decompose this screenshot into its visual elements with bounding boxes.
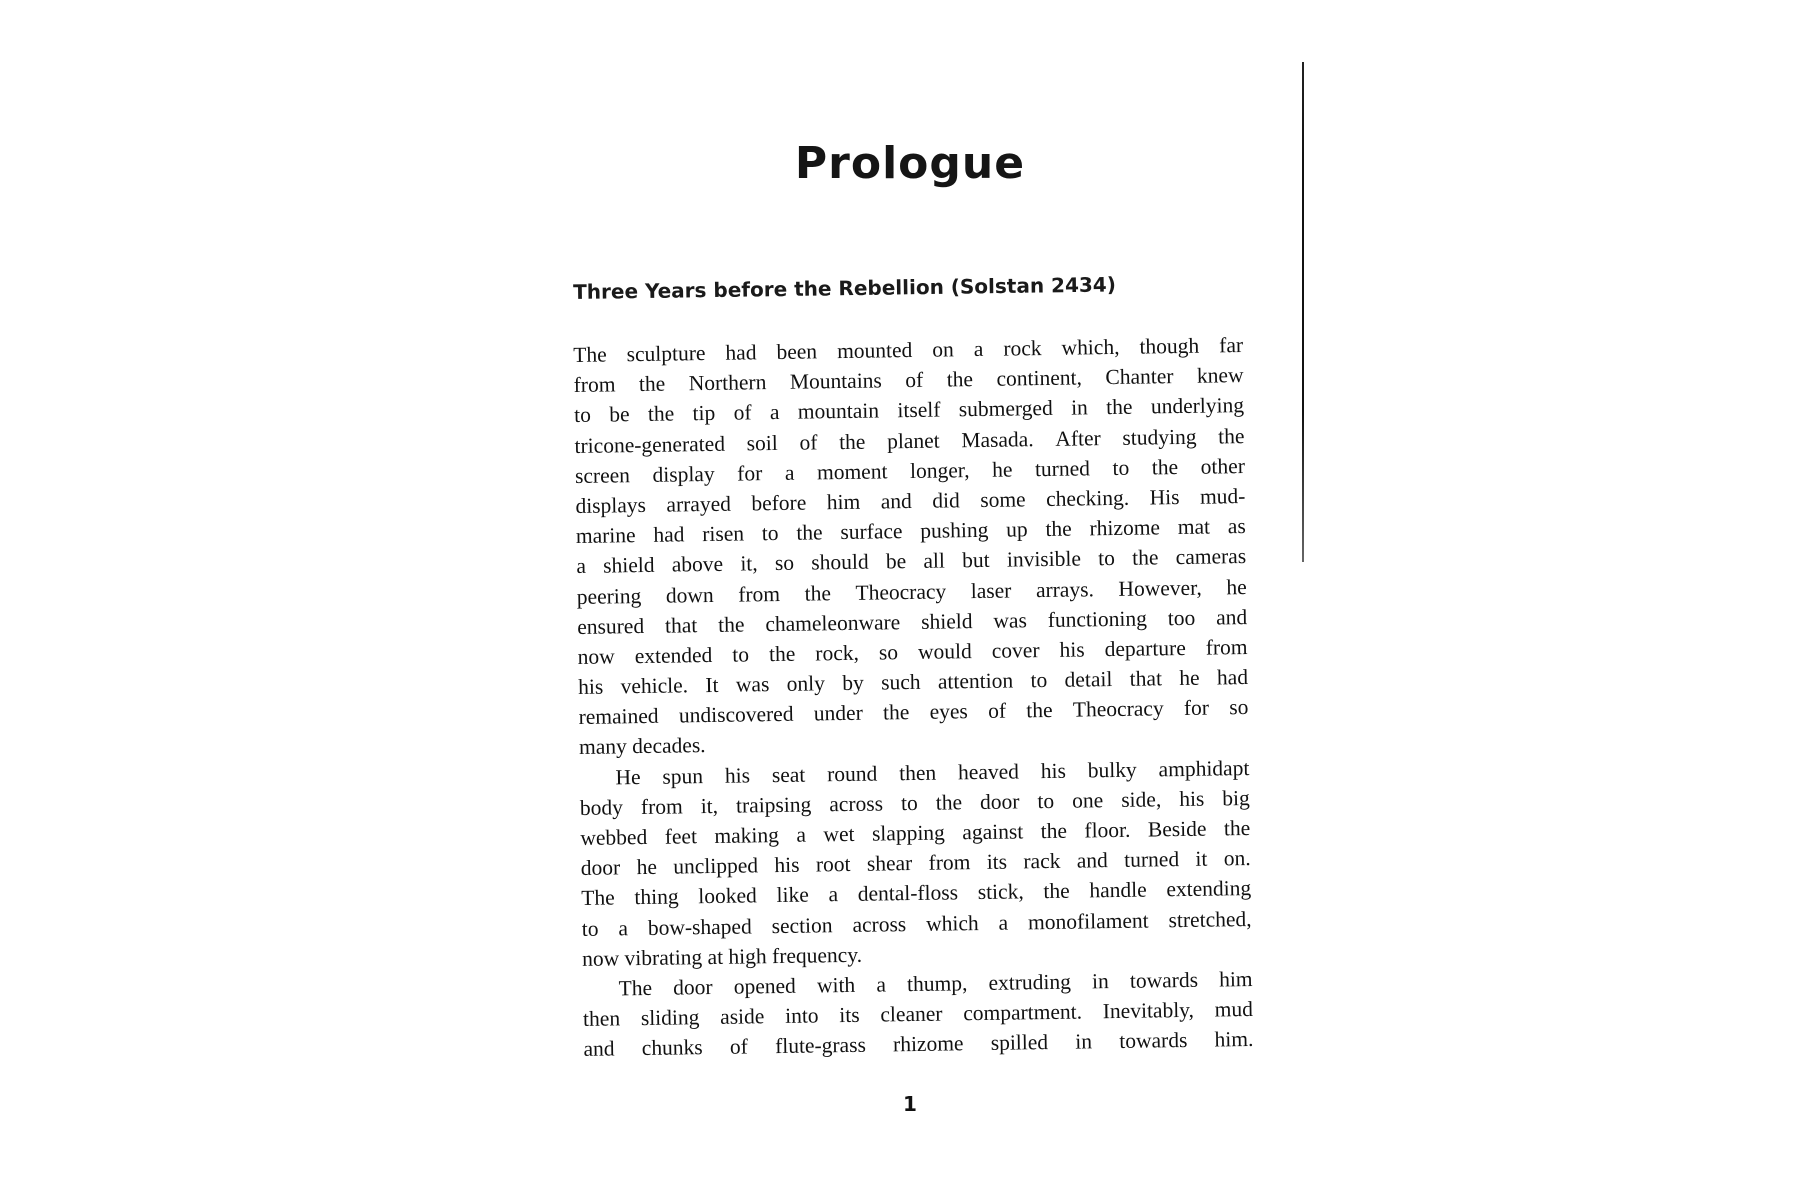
word: making	[714, 823, 780, 848]
word: wet	[823, 821, 855, 847]
word: in	[1091, 969, 1109, 994]
word: from	[640, 794, 683, 819]
word: display	[652, 461, 715, 487]
word: from	[573, 372, 616, 398]
word: was	[993, 607, 1028, 633]
word: cleaner	[880, 1001, 943, 1027]
word: that	[664, 612, 698, 638]
word: now	[577, 644, 615, 669]
word: itself	[897, 397, 941, 423]
word: against	[962, 819, 1024, 845]
word: round	[826, 761, 878, 786]
section-heading: Three Years before the Rebellion (Solstan 2434)	[573, 272, 1117, 304]
word: so	[878, 640, 899, 665]
word: a	[796, 822, 807, 847]
word: to	[900, 790, 918, 815]
word: The	[618, 975, 653, 1001]
word: of	[729, 1034, 749, 1060]
word: such	[880, 669, 921, 695]
word: side,	[1121, 787, 1162, 812]
word: rock	[1003, 336, 1042, 361]
word: eyes	[929, 699, 968, 724]
word: door	[979, 789, 1020, 814]
word: functioning	[1047, 606, 1148, 632]
word: a	[828, 882, 839, 907]
word: planet	[886, 428, 940, 453]
word: one	[1071, 787, 1104, 813]
word: thump,	[906, 971, 968, 997]
word: a	[973, 336, 984, 362]
word: he	[1179, 665, 1200, 691]
text-line-content: many decades.	[578, 733, 706, 760]
word: handle	[1089, 877, 1147, 903]
word: to	[1037, 788, 1055, 813]
word: his	[1059, 637, 1085, 662]
word: sliding	[640, 1005, 700, 1031]
word: shield	[920, 608, 973, 634]
word: traipsing	[735, 792, 812, 818]
word: laser	[970, 578, 1012, 603]
word: dental-floss	[857, 880, 959, 907]
word: ensured	[577, 613, 645, 639]
word: he	[636, 855, 658, 880]
word: tricone-generated	[574, 431, 726, 458]
word: and	[583, 1036, 615, 1062]
word: was	[735, 672, 770, 697]
word: all	[923, 548, 946, 574]
word: thing	[634, 884, 679, 910]
word: unclipped	[673, 853, 759, 879]
word: as	[1227, 514, 1246, 539]
word: rock,	[815, 640, 860, 666]
word: cover	[991, 637, 1040, 663]
word: him	[826, 489, 861, 515]
word: the	[717, 612, 745, 637]
word: turned	[1034, 456, 1091, 481]
word: and	[1076, 848, 1108, 873]
word: monofilament	[1027, 908, 1149, 934]
word: webbed	[580, 824, 648, 850]
word: extending	[1166, 876, 1252, 902]
word: his	[577, 674, 604, 700]
word: should	[811, 549, 869, 575]
word: it,	[740, 551, 758, 576]
word: the	[804, 580, 832, 606]
word: which,	[1061, 334, 1120, 360]
word: down	[665, 582, 714, 608]
word: rack	[1023, 849, 1061, 874]
word: the	[768, 641, 796, 666]
word: the	[1026, 698, 1053, 723]
word: a	[769, 400, 780, 425]
word: that	[1129, 666, 1163, 691]
word: mud	[1214, 997, 1254, 1022]
word: he	[991, 457, 1013, 482]
word: into	[784, 1003, 819, 1029]
word: checking.	[1045, 485, 1130, 511]
word: but	[961, 548, 990, 573]
word: chameleonware	[765, 609, 901, 636]
word: chunks	[641, 1035, 703, 1061]
word: surface	[840, 519, 903, 545]
word: arrayed	[666, 491, 732, 517]
word: with	[816, 972, 856, 998]
word: on.	[1223, 846, 1251, 871]
word: from	[1205, 634, 1248, 660]
word: and	[1215, 604, 1248, 630]
word: a	[576, 554, 587, 579]
word: in	[1075, 1029, 1093, 1054]
word: it,	[700, 793, 719, 818]
word: towards	[1129, 967, 1199, 993]
word: from	[928, 850, 971, 875]
word: had	[1216, 665, 1249, 690]
word: a	[998, 910, 1009, 935]
word: be	[885, 549, 907, 574]
word: He	[615, 764, 641, 790]
word: from	[738, 581, 781, 607]
word: his	[774, 852, 800, 878]
word: he	[1226, 574, 1247, 599]
word: Mountains	[789, 368, 883, 394]
word: under	[813, 700, 863, 726]
word: arrays.	[1035, 576, 1095, 602]
text-line-content: now vibrating at high frequency.	[582, 942, 863, 971]
word: him	[1218, 966, 1253, 992]
word: like	[776, 882, 809, 908]
word: mud-	[1199, 483, 1246, 509]
word: to	[1030, 668, 1048, 693]
word: then	[582, 1006, 621, 1032]
word: would	[917, 638, 972, 664]
word: a	[618, 915, 629, 940]
word: undiscovered	[678, 702, 794, 728]
word: across	[829, 791, 884, 817]
word: pushing	[920, 517, 989, 543]
word: screen	[574, 462, 631, 488]
word: other	[1200, 453, 1246, 479]
word: floor.	[1084, 817, 1131, 843]
word: vehicle.	[620, 673, 689, 699]
word: be	[609, 402, 630, 427]
word: longer,	[909, 457, 970, 483]
word: underlying	[1150, 393, 1245, 419]
word: the	[1040, 818, 1068, 844]
word: Inevitably,	[1102, 997, 1195, 1024]
word: continent,	[996, 365, 1083, 391]
word: bow-shaped	[647, 913, 752, 940]
word: Theocracy	[855, 578, 947, 605]
word: submerged	[958, 396, 1053, 422]
word: the	[1218, 423, 1245, 449]
word: invisible	[1006, 546, 1082, 572]
word: to	[573, 403, 592, 428]
chapter-title: Prologue	[794, 138, 1026, 189]
word: his	[1040, 758, 1067, 783]
word: amphidapt	[1158, 755, 1250, 781]
word: door	[673, 974, 713, 1000]
word: it	[1195, 846, 1208, 872]
word: him.	[1214, 1027, 1254, 1052]
word: spilled	[990, 1030, 1049, 1056]
word: marine	[575, 523, 636, 549]
word: some	[980, 487, 1026, 512]
word: Masada.	[961, 426, 1034, 452]
word: mat	[1177, 514, 1211, 540]
word: the	[882, 700, 910, 725]
word: Northern	[688, 370, 767, 396]
word: had	[725, 340, 757, 365]
word: to	[1112, 455, 1130, 480]
word: stretched,	[1168, 906, 1252, 932]
word: displays	[575, 492, 647, 518]
word: extended	[634, 642, 713, 668]
word: turned	[1123, 847, 1180, 873]
page-number: 1	[903, 1092, 917, 1116]
word: the	[1043, 879, 1070, 904]
word: the	[638, 371, 666, 397]
word: remained	[578, 704, 659, 730]
word: to	[761, 521, 779, 546]
word: the	[1131, 545, 1159, 571]
word: knew	[1196, 363, 1244, 388]
word: rhizome	[892, 1031, 964, 1057]
word: of	[799, 429, 818, 455]
word: feet	[664, 824, 698, 849]
word: to	[1098, 546, 1116, 571]
word: a	[784, 460, 795, 485]
word: peering	[576, 583, 642, 609]
word: the	[647, 401, 675, 427]
word: the	[1151, 454, 1179, 480]
word: departure	[1104, 635, 1186, 662]
word: opened	[733, 973, 797, 999]
word: Chanter	[1105, 364, 1174, 390]
word: for	[1183, 695, 1210, 721]
word: then	[898, 760, 937, 785]
word: risen	[702, 521, 745, 547]
word: above	[671, 552, 724, 577]
word: mounted	[836, 337, 913, 364]
word: by	[842, 670, 864, 696]
word: aside	[719, 1004, 765, 1030]
word: far	[1219, 333, 1244, 358]
word: heaved	[957, 759, 1020, 784]
word: though	[1139, 333, 1200, 359]
word: in	[1070, 395, 1089, 420]
word: had	[653, 522, 685, 547]
word: towards	[1119, 1028, 1188, 1054]
word: looked	[698, 883, 758, 909]
word: its	[986, 849, 1008, 875]
word: section	[771, 912, 833, 938]
word: door	[580, 855, 621, 881]
word: detail	[1064, 667, 1113, 692]
word: across	[852, 911, 907, 937]
word: Theocracy	[1072, 696, 1164, 722]
word: the	[1223, 816, 1251, 841]
word: The	[573, 342, 607, 367]
word: his	[724, 763, 751, 788]
word: After	[1055, 425, 1101, 451]
word: compartment.	[963, 999, 1083, 1026]
word: root	[815, 852, 851, 877]
word: and	[880, 488, 912, 514]
word: only	[786, 671, 826, 696]
word: on	[932, 337, 954, 362]
word: Beside	[1147, 816, 1207, 842]
body-text	[573, 330, 1254, 1064]
word: attention	[937, 668, 1014, 694]
word: a	[876, 972, 887, 997]
word: seat	[771, 762, 806, 787]
word: studying	[1122, 424, 1197, 450]
word: of	[905, 367, 924, 393]
word: the	[946, 367, 974, 392]
word: to	[732, 642, 750, 667]
word: up	[1005, 517, 1028, 542]
word: the	[1045, 516, 1072, 542]
word: shear	[866, 851, 913, 876]
word: flute-grass	[774, 1033, 867, 1059]
word: so	[774, 551, 795, 576]
word: too	[1167, 605, 1196, 630]
word: of	[987, 698, 1007, 724]
word: the	[838, 429, 866, 454]
word: It	[705, 672, 719, 698]
word: tip	[692, 401, 716, 426]
word: body	[579, 795, 624, 820]
word: big	[1222, 785, 1250, 811]
word: slapping	[871, 820, 945, 846]
page-edge-shadow	[1302, 62, 1304, 562]
word: of	[733, 400, 752, 425]
word: before	[751, 490, 807, 516]
word: spun	[662, 763, 704, 789]
word: been	[776, 339, 818, 364]
word: for	[737, 460, 763, 486]
word: the	[1106, 395, 1133, 420]
word: His	[1149, 484, 1180, 510]
word: However,	[1118, 575, 1202, 601]
word: shield	[602, 553, 655, 578]
word: sculpture	[626, 341, 706, 367]
word: his	[1179, 786, 1205, 811]
word: did	[932, 488, 960, 513]
word: moment	[816, 459, 888, 485]
word: bulky	[1087, 757, 1137, 783]
word: the	[935, 790, 963, 815]
word: cameras	[1175, 544, 1247, 570]
word: stick,	[977, 879, 1024, 905]
word: rhizome	[1089, 515, 1161, 541]
word: soil	[746, 430, 778, 455]
word: mountain	[797, 398, 880, 425]
word: to	[581, 916, 599, 941]
word: the	[796, 520, 823, 545]
word: extruding	[988, 969, 1072, 995]
word: its	[839, 1002, 860, 1028]
word: The	[581, 885, 615, 911]
word: which	[925, 910, 979, 936]
word: so	[1229, 695, 1249, 720]
